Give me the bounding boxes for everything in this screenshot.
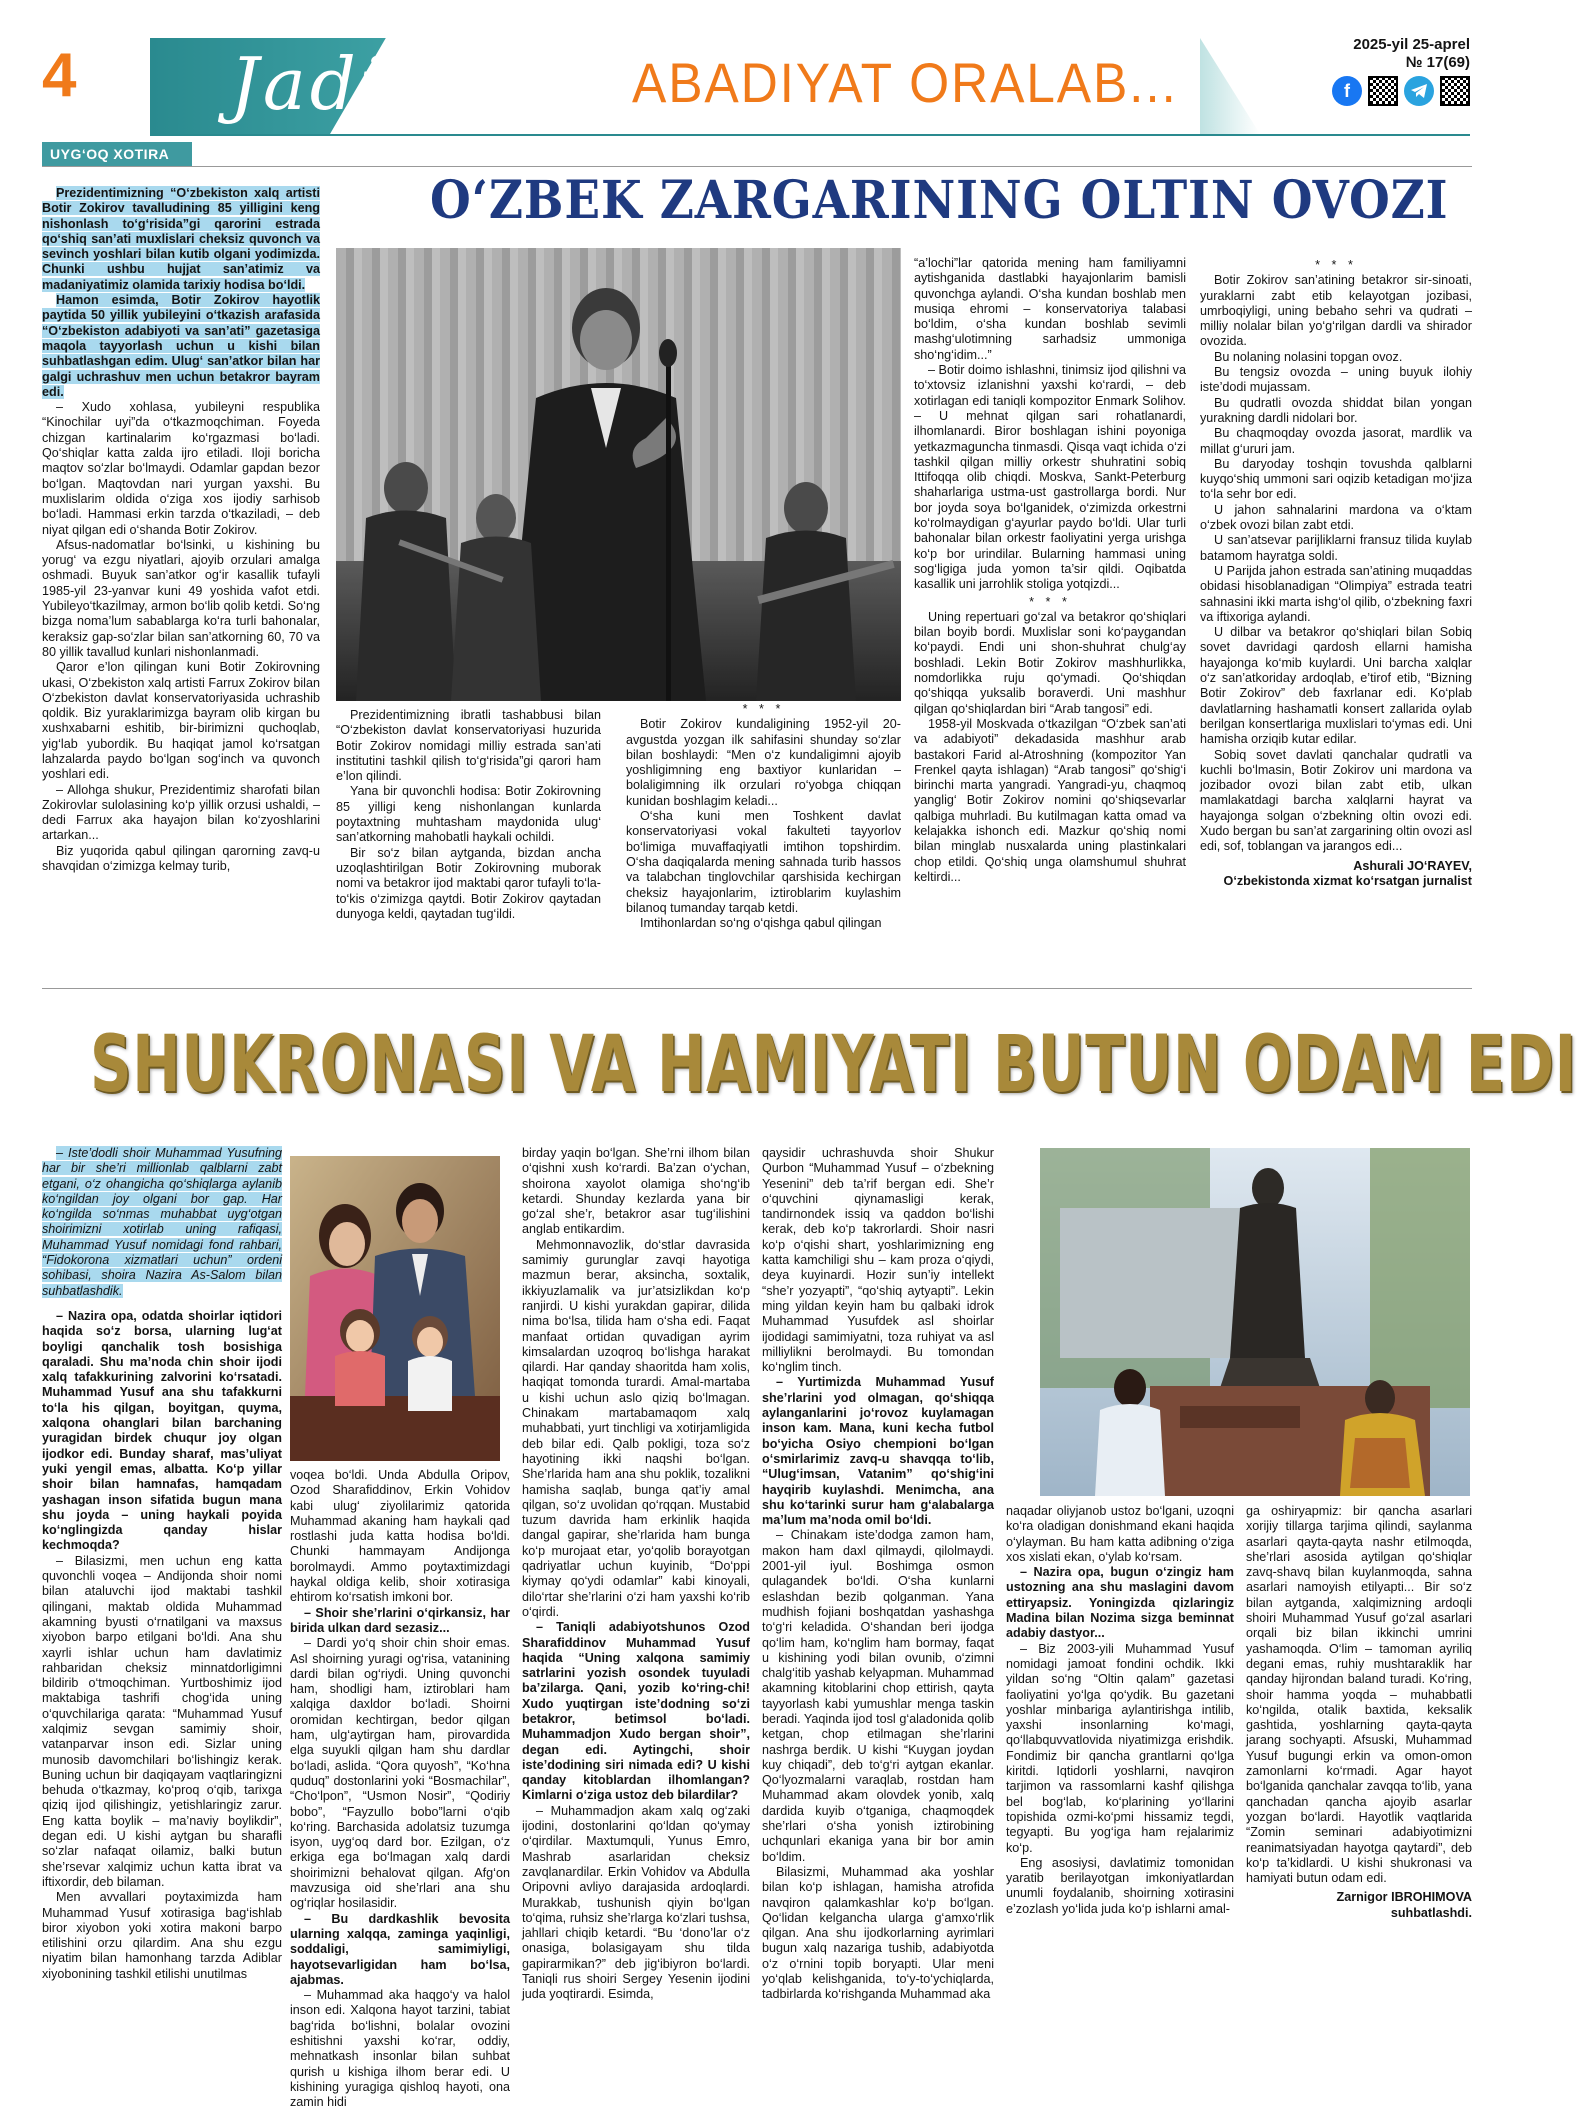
section-title: ABADIYAT ORALAB... xyxy=(632,51,1178,114)
rubric-label: UYG‘OQ XOTIRA xyxy=(42,142,192,166)
paragraph: O‘sha kuni men Toshkent davlat konservatoriyasi vokal fakulteti tayyorlov bo‘limiga muvaffaqiyatli imtihon topshirdim. O‘sha daqiqalarda mening sahnada turib hassos va talabchan tinglovchilar qarshisida kechirgan cheksiz hayajonlarim, iztiroblarim kuylashim bilanoq tumanday tarqab ketdi. xyxy=(626,809,901,915)
paragraph: Bu tengsiz ovozda – uning buyuk ilohiy iste’dodi mujassam. xyxy=(1200,365,1472,395)
paragraph: – Muhammad aka haqgo‘y va halol inson edi. Xalqona hayot tarzini, tabiat bag‘rida bo‘lishni, bolalar ovozini eshitishni yaxshi ko‘rar, oddiy, mehnatkash insonlar bilan suhbat qurish u kishiga ilhom berar edi. U kishining yuragiga qishloq hayoti, ona zamin hidi xyxy=(290,1988,510,2110)
paragraph: Bu nolaning nolasini topgan ovoz. xyxy=(1214,349,1403,364)
question-paragraph: – Nazira opa, odatda shoirlar iqtidori haqida so‘z borsa, ularning lug‘at boyligi qanchalik tosh bosishiga qaraladi. Shu ma’noda chin shoir ijodi xalq tafakkurining zalvorini ko‘rsatadi. Muhammad Yusuf ana shu tafakkurni to‘la his qilgan, boyitgan, quyma, xalqona ohanglari bilan barchaning yuragidan birdek chuqur joy olgan ijodkor edi. Bunday sharaf, mas’uliyat yuki yengil emas, albatta. Ko‘p yillar shoir bilan hamnafas, hamqadam yashagan inson sifatida bugun mana shu joyda – uning haykali poyida ko‘nglingizda qanday hislar kechmoqda? xyxy=(42,1308,282,1553)
monument-interview-photo xyxy=(1040,1148,1470,1496)
paragraph: Botir Zokirov san’atining betakror sir-sinoati, yuraklarni zabt etib kelayotgan jozibasi, umrboqiyligi, uning bebaho sehri va qudrati – milliy nolalar bilan yo‘g‘rilgan dardli va shirador ovozida. xyxy=(1200,273,1472,349)
facebook-icon[interactable]: f xyxy=(1332,76,1362,106)
newspaper-logo: Jadid xyxy=(230,42,437,126)
author-name: Ashurali JO‘RAYEV, xyxy=(1353,858,1472,873)
paragraph: “a’lochi”lar qatorida mening ham familiyamni aytishganida dastlabki hayajonlarim bamisli quvonchga aylandi. O‘sha kundan boshlab men musiqa ehromi – konservatoriya talabasi bo‘ldim, o‘sha kundan boshlab sevimli mashg‘ulotimning sarhadsiz ummoniga sho‘ng‘idim...” xyxy=(914,256,1186,362)
article1-column-2 xyxy=(336,708,601,970)
article-divider xyxy=(42,988,1472,989)
paragraph: Bu daryoday toshqin tovushda qalblarni kuyqo‘shiq ummoni sari oqizib ketadigan mo‘jiza to‘la sehr bor edi. xyxy=(1200,456,1472,502)
section-separator: * * * xyxy=(1029,594,1071,609)
qr-code-icon xyxy=(1440,76,1470,106)
issue-number: № 17(69) xyxy=(1405,54,1470,71)
paragraph: Men avvallari poytaximizda ham Muhammad Yusuf xotirasiga bag‘ishlab biror xiyobon yoki xotira makoni barpo etilishini orzu qilardim. Ana shu ezgu niyatim bilan hamonhang tarzda Adiblar xiyobonining tashkil etilishi unutilmas xyxy=(42,1890,282,1981)
article2-column-2 xyxy=(290,1468,510,2110)
paragraph: Biz yuqorida qabul qilingan qarorning zavq-u shavqidan o‘zimizga kelmay turib, xyxy=(42,843,320,874)
author-name: Zarnigor IBROHIMOVA xyxy=(1336,1890,1472,1905)
paragraph: Imtihonlardan so‘ng o‘qishga qabul qilingan xyxy=(640,916,882,931)
author-title: O‘zbekistonda xizmat ko‘rsatgan jurnalist xyxy=(1223,873,1472,888)
paragraph: 1958-yil Moskvada o‘tkazilgan “O‘zbek san’ati va adabiyoti” dekadasida mashhur arab bastakori Farid al-Atroshning (kompozitor Yan Frenkel qayta ishlagan) “Arab tangosi” qo‘shig‘i birinchi marta yangradi. Yangradi-yu, chaqmoq yanglig‘ Botir Zokirov nomini qo‘shiqsevarlar qalbiga muhrladi. Bu kutilmagan katta omad va kelajakka ishonch edi. Mazkur qo‘shiq nomi bilan minglab nusxalarda uning plastinkalari chop etildi. Qo‘shiq unga olamshumul shuhrat keltirdi... xyxy=(914,716,1186,884)
article1-column-5 xyxy=(1200,256,1472,968)
article1-column-4 xyxy=(914,256,1186,968)
article2-column-4 xyxy=(762,1146,994,2066)
article1-column-1 xyxy=(42,186,320,956)
social-links xyxy=(1332,76,1470,106)
lead-paragraph: Hamon esimda, Botir Zokirov hayotlik paytida 50 yillik yubileyini o‘tkazish arafasida “O‘zbekiston adabiyoti va san’ati” gazetasiga maqola tayyorlash uchun u kishi bilan suhbatlashgan edim. Ulug‘ san’atkor bilan har galgi uchrashuv men uchun betakror bayram edi. xyxy=(42,293,320,399)
question-paragraph: – Shoir she’rlarini o‘qirkansiz, har birida ulkan dard sezasiz... xyxy=(290,1605,510,1635)
header-rule xyxy=(150,134,1470,136)
paragraph: – Allohga shukur, Prezidentimiz sharofati bilan Zokirovlar sulolasining ko‘p yillik orzusi ushaldi, – dedi Farrux aka hayajon bilan ko‘zyoshlarini artarkan... xyxy=(42,782,320,843)
singer-with-orchestra-photo xyxy=(336,248,901,701)
paragraph: voqea bo‘ldi. Unda Abdulla Oripov, Ozod Sharafiddinov, Erkin Vohidov kabi ulug‘ ziyolilarimiz qatorida Muhammad akaning ham haykali qad rostlashi juda katta hodisa bo‘ldi. Chunki hammayam Andijonga borolmaydi. Ammo poytaxtimizdagi haykal oldiga kelib, shoir xotirasiga ehtirom ko‘rsatish imkoni bor. xyxy=(290,1468,510,1605)
section-separator: * * * xyxy=(742,702,785,716)
page-number: 4 xyxy=(42,41,77,110)
paragraph: Bilasizmi, Muhammad aka yoshlar bilan ko‘p ishlagan, hamisha atrofida navqiron qalamkashlar ko‘p bo‘lgan. Qo‘lidan kelgancha ularga g‘amxo‘rlik qilgan. Ana shu ijodkorlarning ayrimlari bugun xalq nazariga tushib, adabiyotda o‘z o‘rnini topib boryapti. Ular meni yo‘qlab kelishganida, to‘y-to‘ychiqlarda, tadbirlarda ko‘rishganda Muhammad aka xyxy=(762,1864,994,2002)
question-paragraph: – Taniqli adabiyotshunos Ozod Sharafiddinov Muhammad Yusuf haqida “Uning xalqona samimiy satrlarini yozish osondek tuyuladi ba’zilarga. Qani, yozib ko‘ring-chi! Xudo yuqtirgan iste’dodning so‘zi betakror, betimsol bo‘ladi. Muhammadjon Xudo bergan shoir”, degan edi. Aytingchi, shoir iste’dodining siri nimada edi? U kishi qanday kitoblardan ilhomlangan? Kimlarni o‘ziga ustoz deb bilardilar? xyxy=(522,1620,750,1803)
paragraph: Sobiq sovet davlati qanchalar qudratli va kuchli bo‘lmasin, Botir Zokirov uni mardona va jozibador ovozi bilan zabt etib, ulkan mamlakatdagi barcha xalqlarni hayrat va hayajonga solgan o‘zbekning oltin ovozi edi. Xudo bergan bu san’at zargarining oltin ovozi asl edi, sof, toblangan va jarangos edi... xyxy=(1200,747,1472,854)
paragraph: Uning repertuari go‘zal va betakror qo‘shiqlari bilan boyib bordi. Muxlislar soni ko‘paygandan ko‘paydi. Endi uni shon-shuhrat chulg‘ay boshladi. Lekin Botir Zokirov mashhurlikka, nomdorlikka ruju qo‘ymadi. Qo‘shiqdan qo‘shiqqa yuksalib boraverdi. Uni mashhur qilgan qo‘shiqlardan biri “Arab tangosi” edi. xyxy=(914,609,1186,716)
paragraph: Bu chaqmoqday ovozda jasorat, mardlik va millat g‘ururi jam. xyxy=(1200,426,1472,456)
question-paragraph: – Yurtimizda Muhammad Yusuf she’rlarini yod olmagan, qo‘shiqqa aylanganlarini jo‘rovoz kuylamagan inson kam. Mana, kuni kecha futbol bo‘yicha Osiyo chempioni bo‘lgan o‘smirlarimiz zavq-u shavqqa to‘lib, “Ulug‘imsan, Vatanim” qo‘shig‘ini hayqirib kuylashdi. Menimcha, ana shu ko‘tarinki surur ham g‘alabalarga ma’lum ma’noda omil bo‘ldi. xyxy=(762,1375,994,1528)
paragraph: U jahon sahnalarini mardona va o‘ktam o‘zbek ovozi bilan zabt etdi. xyxy=(1200,502,1472,533)
qr-code-icon xyxy=(1368,76,1398,106)
section-separator: * * * xyxy=(1315,258,1357,272)
paragraph: Mehmonnavozlik, do‘stlar davrasida samimiy gurunglar zavqi hayotiga mazmun berar, aksincha, soxtalik, ikkiyuzlamalik va jur’atsizlikdan ko‘p ranjirdi. U kishi yurakdan gapirar, dilida nima bo‘lsa, tilida ham o‘sha edi. Faqat manfaat ortidan quvadigan ayrim kimsalardan uzoqroq bo‘lishga harakat qilardi. Har qanday shaoritda ham xolis, haqiqat tomonda turardi. Amal-martaba u kishi uchun aslo qiziq bo‘lmagan. Chinakam martabamaqom xalq muhabbati, yurt tinchligi va xotirjamligida deb bilar edi. Qalb pokligi, toza so‘z hayotining ikki naqshi bo‘lgan. She’rlarida ham ana shu poklik, tozalikni hamisha saqlab, bunga qat’iy amal qilgan, so‘z uvolidan qo‘rqqan. Mustabid tuzum davrida ham erkinlik haqida dangal gapirar, she’rlarida ham bunga ko‘p murojaat etar, yo‘qolib borayotgan qadriyatlar uchun kuyinib, “Do‘ppi kiymay qo‘ydi odamlar” kabi kinoyali, dilo‘rtar she’rlarini o‘zi ham yaxshi ko‘rib o‘qirdi. xyxy=(522,1237,750,1619)
telegram-icon[interactable] xyxy=(1404,76,1434,106)
issue-date: 2025-yil 25-aprel xyxy=(1353,36,1470,53)
article2-column-1 xyxy=(42,1146,282,2066)
paragraph: Afsus-nadomatlar bo‘lsinki, u kishining bu yorug‘ va ezgu niyatlari, ajoyib orzulari amalga oshmadi. Buyuk san’atkor og‘ir kasallik tufayli 1985-yil 23-yanvar kuni 49 yoshida vafot etdi. Yubileyo‘tkazilmay, armon bo‘lib qolib ketdi. So‘ng bizga noma’lum sabablarga ko‘ra turli bahonalar, keraksiz gap-so‘zlar bilan san’atkorning 60, 70 va 80 yillik tavallud kunlari nishonlanmadi. xyxy=(42,537,320,659)
article1-column-3 xyxy=(626,700,901,970)
paragraph: U san’atsevar parijliklarni fransuz tilida kuylab batamom hayratga soldi. xyxy=(1200,533,1472,563)
paragraph: – Muhammadjon akam xalq og‘zaki ijodini, dostonlarini qo‘ldan qo‘ymay o‘qirdilar. Maxtumquli, Yunus Emro, Mashrab asarlaridan cheksiz zavqlanardilar. Erkin Vohidov va Abdulla Oripovni avliyo darajasida ardoqlardi. Murakkab, tushunish qiyin bo‘lgan to‘qima, ruhsiz she’rlarga ko‘zlari tushsa, jahllari chiqib ketardi. “Bu ‘dono’lar o‘z onasiga, bolasigayam shu tilda gapirarmikan?” deb jig‘ibiyron bo‘lardi. Taniqli rus shoiri Sergey Yesenin ijodini juda yoqtirardi. Esimda, xyxy=(522,1803,750,2002)
paragraph: ga oshiryapmiz: bir qancha asarlari xorijiy tillarga tarjima qilindi, saylanma asarlari qayta-qayta nashr etilmoqda, she’rlari asosida aytilgan qo‘shiqlar zavq-shavq bilan kuylanmoqda, sahna asarlari namoyish etilyapti... Bir so‘z bilan aytganda, xalqimizning ardoqli shoiri Muhammad Yusuf go‘zal asarlari orqali biz bilan ikkinchi umrini yashamoqda. O‘lim – tamoman ayriliq degani emas, ruhiy mushtaraklik har qanday hijrondan baland turadi. Ko‘ring, shoir hamma yoqda – muhabbatli ko‘ngilda, otalik baxtida, keksalik gashtida, yoshlarning qayta-qayta jarang sochyapti. Afsuski, Muhammad Yusuf bugungi erkin va omon-omon zamonlarni ko‘rmadi. Agar hayot bo‘lganida qanchalar zavqqa to‘lib, yana qanchadan qancha ajoyib asarlar yozgan bo‘lardi. Hayotlik vaqtlarida “Zomin seminari adabiyotimizni reanimatsiyadan hayotga qaytardi”, deb ko‘p ta’kidlardi. U kishi shukronasi va hamiyati butun odam edi. xyxy=(1246,1504,1472,1886)
family-portrait-photo xyxy=(290,1156,500,1461)
paragraph: – Botir doimo ishlashni, tinimsiz ijod qilishni va to‘xtovsiz izlanishni yaxshi ko‘rardi, – deb xotirlagan edi taniqli kompozitor Enmark Solihov. – U mehnat qilgan sari rohatlanardi, ilhomlanardi. Biror boshlagan ishini poyoniga yetkazmaguncha tinmasdi. Qisqa vaqt ichida o‘zi tashkil qilgan milliy orkestr shuhratini sobiq Ittifoqqa olib chiqdi. Moskva, Sankt-Peterburg shaharlariga ustma-ust gastrollarga bordi. Nur bor joyda soya bo‘lganidek, o‘zimizda orkestrni ko‘rolmaydigan g‘ayurlar paydo bo‘ldi. Ular turli bahonalar bilan orkestr faoliyatini yerga urishga ko‘p bor urindilar. Bularning hammasi uning sog‘ligiga juda yomon ta’sir qildi. Oqibatda kasallik uni jarrohlik stoliga yotqizdi... xyxy=(914,363,1186,592)
paragraph: U dilbar va betakror qo‘shiqlari bilan Sobiq sovet davridagi qardosh ellarni hamisha hayajonga ko‘mib kuylardi. Uni barcha xalqlar o‘z san’atkoriday ardoqlab, e’tirof etib, “Bizning Botir Zokirov” deb faxrlanar edi. Ko‘plab davlatlarning hashamatli konsert zallarida oylab berilgan konsertlariga muxlislari to‘ymas edi. Uni hamisha orziqib kutar edilar. xyxy=(1200,625,1472,747)
paragraph: – Chinakam iste’dodga zamon ham, makon ham daxl qilmaydi, qilolmaydi. 2001-yil iyul. Boshimga osmon qulagandek bo‘ldi. O‘sha kunlarni eslashdan bezib qolganman. Yana mudhish fojiani boshqatdan yashashga to‘g‘ri keladida. O‘shandan beri ijodga qo‘lim ham, ko‘nglim ham bormay, faqat u kishining yodi bilan ovunib, o‘zimni chalg‘itib yashab kelyapman. Muhammad akamning kitoblarini chop ettirish, qayta tayyorlash kabi yumushlar menga taskin beradi. Yaqinda ijod tosl g‘aladonida qolib ketgan, chop etilmagan she’rlarini nashrga berdik. U kishi “Kuygan joydan kuy chiqadi”, deb to‘g‘ri aytgan ekanlar. Qo‘lyozmalarni varaqlab, rostdan ham Muhammad akam olovdek yonib, xalq dardida kuyib o‘tganiga, chaqmoqdek she’rlari o‘sha yonish iztirobining uchqunlari ekaniga yana bir bor amin bo‘ldim. xyxy=(762,1528,994,1864)
paragraph: Bir so‘z bilan aytganda, bizdan ancha uzoqlashtirilgan Botir Zokirovning muborak nomi va betakror ijod maktabi qaror tufayli to‘la-to‘kis o‘zimizga qaytdi. Botir Zokirov qaytadan dunyoga keldi, qaytadan tug‘ildi. xyxy=(336,845,601,921)
paragraph: – Bilasizmi, men uchun eng katta quvonchli voqea – Andijonda shoir nomi bilan ataluvchi ijod maktabi tashkil qilingani, maktab oldida Muhammad akamning byusti o‘rnatilgani va maxsus xiyobon barpo etilgani bo‘ldi. Ana shu xayrli ishlar uchun ham davlatimiz rahbaridan cheksiz minnatdorligimni bildirib o‘tmoqchiman. Yurtboshimiz ijod maktabiga tashrifi chog‘ida uning o‘quvchilariga qarata: “Muhammad Yusuf xalqimiz sevgan samimiy shoir, vatanparvar inson edi. Sizlar uning munosib davomchilari bo‘lishingiz kerak. Buning uchun bir daqiqayam vaqtlaringizni behuda o‘tkazmay, ko‘proq o‘qib, tarixga qiziq ijod qilishingiz, yetishlaringiz zarur. Eng katta boylik – ma’naviy boylikdir”, degan edi. U kishi aytgan bu sharafli so‘zlar nafaqat oilamiz, balki butun she’rsevar xalqimiz uchun katta ibrat va iftixordir, deb bilaman. xyxy=(42,1553,282,1889)
rubric-rule xyxy=(42,166,1472,167)
author-title: suhbatlashdi. xyxy=(1390,1905,1472,1920)
lead-paragraph: – Iste’dodli shoir Muhammad Yusufning har bir she’ri millionlab qalblarni zabt etgani, o‘z ohangicha qo‘shiqlarga aylanib ko‘ngildan joy olgani bor gap. Har ko‘ngilda so‘nmas muhabbat uyg‘otgan shoirimizni xotirlab uning rafiqasi, Muhammad Yusuf nomidagi fond rahbari, “Fidokorona xizmatlari uchun” ordeni sohibasi, shoira Nazira As-Salom bilan suhbatlashdik. xyxy=(42,1146,282,1298)
article2-column-3 xyxy=(522,1146,750,2066)
question-paragraph: – Bu dardkashlik bevosita ularning xalqqa, zaminga yaqinligi, soddaligi, samimiyligi, hayotsevarligidan ham bo‘lsa, ajabmas. xyxy=(290,1911,510,1987)
paragraph: Bu qudratli ovozda shiddat bilan yongan yurakning dardli nidolari bor. xyxy=(1200,395,1472,425)
lead-paragraph: Prezidentimizning “O‘zbekiston xalq artisti Botir Zokirov tavalludining 85 yilligini keng nishonlash to‘g‘risida”gi qarorini estrada qo‘shiq san’ati muxlislari cheksiz quvonch va sevinch yoshlari bilan kutib olgani yodimizda. Chunki ushbu hujjat san’atimiz va madaniyatimiz olamida tarixiy hodisa bo‘ldi. xyxy=(42,186,320,292)
paragraph: – Dardi yo‘q shoir chin shoir emas. Asl shoirning yuragi og‘risa, vatanining dardi bilan og‘riydi. Uning quvonchi ham, shodligi ham, iztiroblari ham xalqiga daxldor bo‘ladi. Shoirni oromidan kechtirgan, bedor qilgan ham, ulg‘aytirgan ham, pirovardida elga suyukli qilgan ham shu dardlar bo‘ladi, aslida. “Qora quyosh”, “Ko‘hna quduq” dostonlarini yoki “Bosmachilar”, “Cho‘lpon”, “Usmon Nosir”, “Qodiriy bobo”, “Fayzullo bobo”larni o‘qib ko‘ring. Barchasida adolatsiz tuzumga isyon, uyg‘oq dard bor. Ezilgan, o‘z erkiga ega bo‘lmagan xalq dardi shoirimizni behalovat qilgan. Afg‘on mavzusiga oid she’rlari ana shu og‘riqlar hosilasidir. xyxy=(290,1636,510,1911)
article2-column-6 xyxy=(1246,1504,1472,2066)
article1-title: O‘ZBEK ZARGARINING OLTIN OVOZI xyxy=(430,170,1449,231)
paragraph: U Parijda jahon estrada san’atining muqaddas obidasi hisoblanadigan “Olimpiya” estrada teatri sahnasini ikki marta ishg‘ol qilib, o‘zbekning faxri va iftixoriga aylandi. xyxy=(1200,563,1472,624)
paragraph: Yana bir quvonchli hodisa: Botir Zokirovning 85 yilligi keng nishonlangan kunlarda poytaxtning muhtasham maydonida ulug‘ san’atkorning mahobatli haykali ochildi. xyxy=(336,784,601,845)
paragraph: Botir Zokirov kundaligining 1952-yil 20-avgustda yozgan ilk sahifasini shunday so‘zlar bilan boshlaydi: “Men o‘z kundaligimni ajoyib yoshligimning eng baxtiyor kunlaridan – bolaligimning ilk orzulari ro‘yobga chiqqan kunidan boshlagim keladi... xyxy=(626,717,901,808)
paragraph: birday yaqin bo‘lgan. She’rni ilhom bilan o‘qishni xush ko‘rardi. Ba’zan o‘ychan, shoirona xayolot olamiga sho‘ng‘ib ketardi. Shunday kezlarda yana bir go‘zal she’r, betakror asar tug‘ilishini anglab entikardim. xyxy=(522,1146,750,1237)
paragraph: Eng asosiysi, davlatimiz tomonidan yaratib berilayotgan imkoniyatlardan unumli foydalanib, shoirning xotirasini e’zozlash yo‘lida juda ko‘p ishlarni amal- xyxy=(1006,1855,1234,1916)
article2-column-5 xyxy=(1006,1504,1234,2066)
paragraph: – Xudo xohlasa, yubileyni respublika “Kinochilar uyi”da o‘tkazmoqchiman. Foyeda chizgan kartinalarim ko‘rgazmasi bo‘ladi. Qo‘shiqlar katta zalda ijro etiladi. Iloji boricha maqtov so‘zlar bo‘lmaydi. Odamlar gapdan bezor bo‘lgan. Maqtovdan nari yurgan yaxshi. Bu muxlislarim oldida o‘ziga xos ijodiy sarhisob bo‘ladi. Hammasi erkin tarzda o‘tkaziladi, – deb niyat qilgan edi o‘shanda Botir Zokirov. xyxy=(42,400,320,537)
paragraph: qaysidir uchrashuvda shoir Shukur Qurbon “Muhammad Yusuf – o‘zbekning Yesenini” deb ta’rif bergan edi. She’r o‘quvchini qiynamasligi kerak, tandirnondek issiq va qaddon bo‘lishi kerak, deb ko‘p takrorlardi. Shoir nasri ko‘p o‘qishi shart, yoshlarimizning eng katta kamchiligi shu – kam proza o‘qiydi, deya kuyinardi. Hozir sun’iy intellekt “she’r yozyapti”, “qo‘shiq aytyapti”. Lekin ming yildan keyin ham bu qalbaki idrok Muhammad Yusufdek asl shoirlar ijodidagi samimiyatni, toza ruhiyat va asl milliylikni berolmaydi. Bu tomondan ko‘nglim tinch. xyxy=(762,1146,994,1375)
article2-title: SHUKRONASI VA HAMIYATI BUTUN ODAM EDI xyxy=(90,1020,1577,1110)
paragraph: Qaror e’lon qilingan kuni Botir Zokirovning ukasi, O‘zbekiston xalq artisti Farrux Zokirov bilan O‘zbekiston davlat konservatoriyasida uchrashib qoldik. Biz yuraklarimizga bayram olib kirgan bu xushxabarni eshitib, bir-birimizni quchoqlab, yig‘lab yubordik. Bu haqiqat jamol ko‘rsatgan lahzalarda paydo bo‘lgan sog‘inch va quvonch yoshlari edi. xyxy=(42,660,320,782)
question-paragraph: – Nazira opa, bugun o‘zingiz ham ustozning ana shu maslagini davom ettiryapsiz. Yoningizda qizlaringiz Madina bilan Nozima sizga beminnat adabiy dastyor... xyxy=(1006,1565,1234,1641)
paragraph: naqadar oliyjanob ustoz bo‘lgani, uzoqni ko‘ra oladigan donishmand ekani haqida o‘ylayman. Bu ham katta adibning o‘ziga xos xislati ekan, o‘ylab ko‘rsam. xyxy=(1006,1504,1234,1564)
paragraph: – Biz 2003-yili Muhammad Yusuf nomidagi jamoat fondini ochdik. Ikki yildan so‘ng “Oltin qalam” gazetasi faoliyatini yo‘lga qo‘ydik. Bu gazetani yoshlar minbariga aylantirishga intilib, yaxshi insonlarning ko‘magi, qo‘llabquvvatlovida niyatimizga erishdik. Fondimiz bir qancha grantlarni qo‘lga kiritdi. Iqtidorli yoshlarni, navqiron tarjimon va rassomlarni kashf qilishga bel bog‘lab, ko‘plarining yo‘llarini topishida ozmi-ko‘pmi hissamiz tegdi, tegyapti. Bu yog‘iga ham rejalarimiz ko‘p. xyxy=(1006,1641,1234,1855)
paragraph: Prezidentimizning ibratli tashabbusi bilan “O‘zbekiston davlat konservatoriyasi huzurida Botir Zokirov nomidagi milliy estrada san’ati institutini tashkil qilish to‘g‘risida”gi qarori ham e’lon qilindi. xyxy=(336,708,601,784)
